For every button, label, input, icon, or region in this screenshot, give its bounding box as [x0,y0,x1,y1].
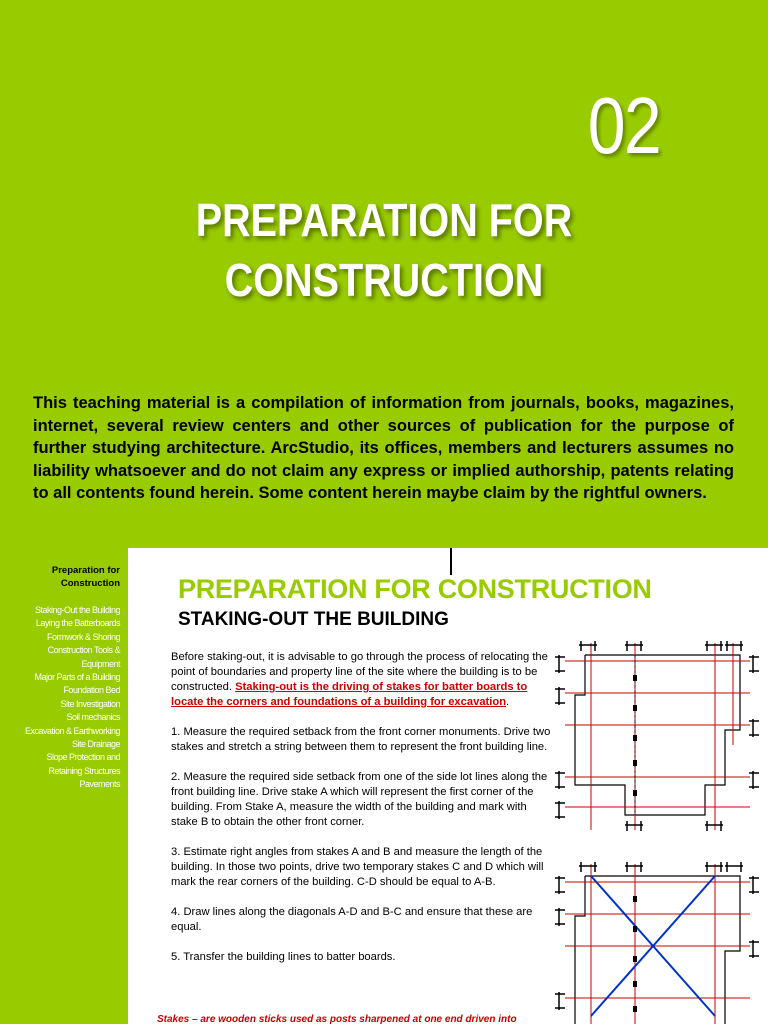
sidebar-item-retaining[interactable]: Retaining Structures [48,765,120,776]
step-1: 1. Measure the required setback from the front corner monuments. Drive two stakes and stretch a string between them to represent the front building line. [171,726,551,753]
step-2: 2. Measure the required side setback from one of the side lot lines along the front building line. Drive stake A which will represent the first corner of the building. From Stake A, measure the width of the building and mark with stake B to obtain the other front corner. [171,771,548,828]
cover-title-line1: PREPARATION FOR [195,194,573,246]
intro-end: . [506,696,510,708]
intro-highlight: Staking-out is the driving of stakes for batter boards to locate the corners and foundations of a building for excavation [171,681,528,708]
diagonal-check-diagram [555,856,760,1024]
step-5: 5. Transfer the building lines to batter boards. [171,951,396,963]
cover-title-line2: CONSTRUCTION [224,254,544,306]
sidebar-item-equipment[interactable]: Equipment [81,658,120,669]
step-4: 4. Draw lines along the diagonals A-D and B-C and ensure that these are equal. [171,906,533,933]
sidebar-item-foundation-bed[interactable]: Foundation Bed [63,685,120,696]
stakes-caption: Stakes – are wooden sticks used as posts sharpened at one end driven into [157,1014,517,1024]
sidebar-item-pavements[interactable]: Pavements [79,779,120,790]
sidebar-item-major-parts[interactable]: Major Parts of a Building [34,672,120,683]
sidebar-nav [0,548,128,1024]
page-subtitle: STAKING-OUT THE BUILDING [178,609,449,630]
sidebar-item-slope-protection[interactable]: Slope Protection and [46,752,120,763]
sidebar-item-excavation[interactable]: Excavation & Earthworking [24,725,120,736]
page-title: PREPARATION FOR CONSTRUCTION [178,574,652,604]
sidebar-heading [50,564,120,590]
sidebar-item-staking-out[interactable]: Staking-Out the Building [34,605,120,615]
cursor-divider [450,548,452,575]
batterboard-plan-diagram [555,635,760,835]
sidebar-item-formwork[interactable]: Formwork & Shoring [46,631,120,642]
step-3: 3. Estimate right angles from stakes A and B and measure the length of the building. In those two points, drive two temporary stakes C and D which will mark the rear corners of the building. C-D should be equal to A-B. [171,846,544,888]
sidebar-item-tools[interactable]: Construction Tools & [47,645,120,656]
chapter-number: 02 [587,81,660,170]
intro-plain: Before staking-out, it is advisable to go through the process of relocating the point of boundaries and property line of the site where the building is to be constructed. [171,651,548,693]
body-text [171,650,551,980]
sidebar-item-site-investigation[interactable]: Site Investigation [60,698,120,709]
sidebar-heading-line2: Construction [60,578,120,589]
sidebar-item-soil-mechanics[interactable]: Soil mechanics [66,712,120,723]
sidebar-heading-line1: Preparation for [51,565,120,576]
sidebar-item-batterboards[interactable]: Laying the Batterboards [35,618,120,629]
sidebar-item-site-drainage[interactable]: Site Drainage [71,739,120,750]
intro-paragraph [171,650,551,710]
disclaimer-text: This teaching material is a compilation of information from journals, books, magazines, internet, several review centers and other sources of publication for the purpose of further studying architecture. ArcStudio, its offices, members and lecturers assumes no liability whatsoever and do not claim any express or implied authorship, patents relating to all contents found herein. Some content herein maybe claim by the rightful owners. [33,394,734,502]
